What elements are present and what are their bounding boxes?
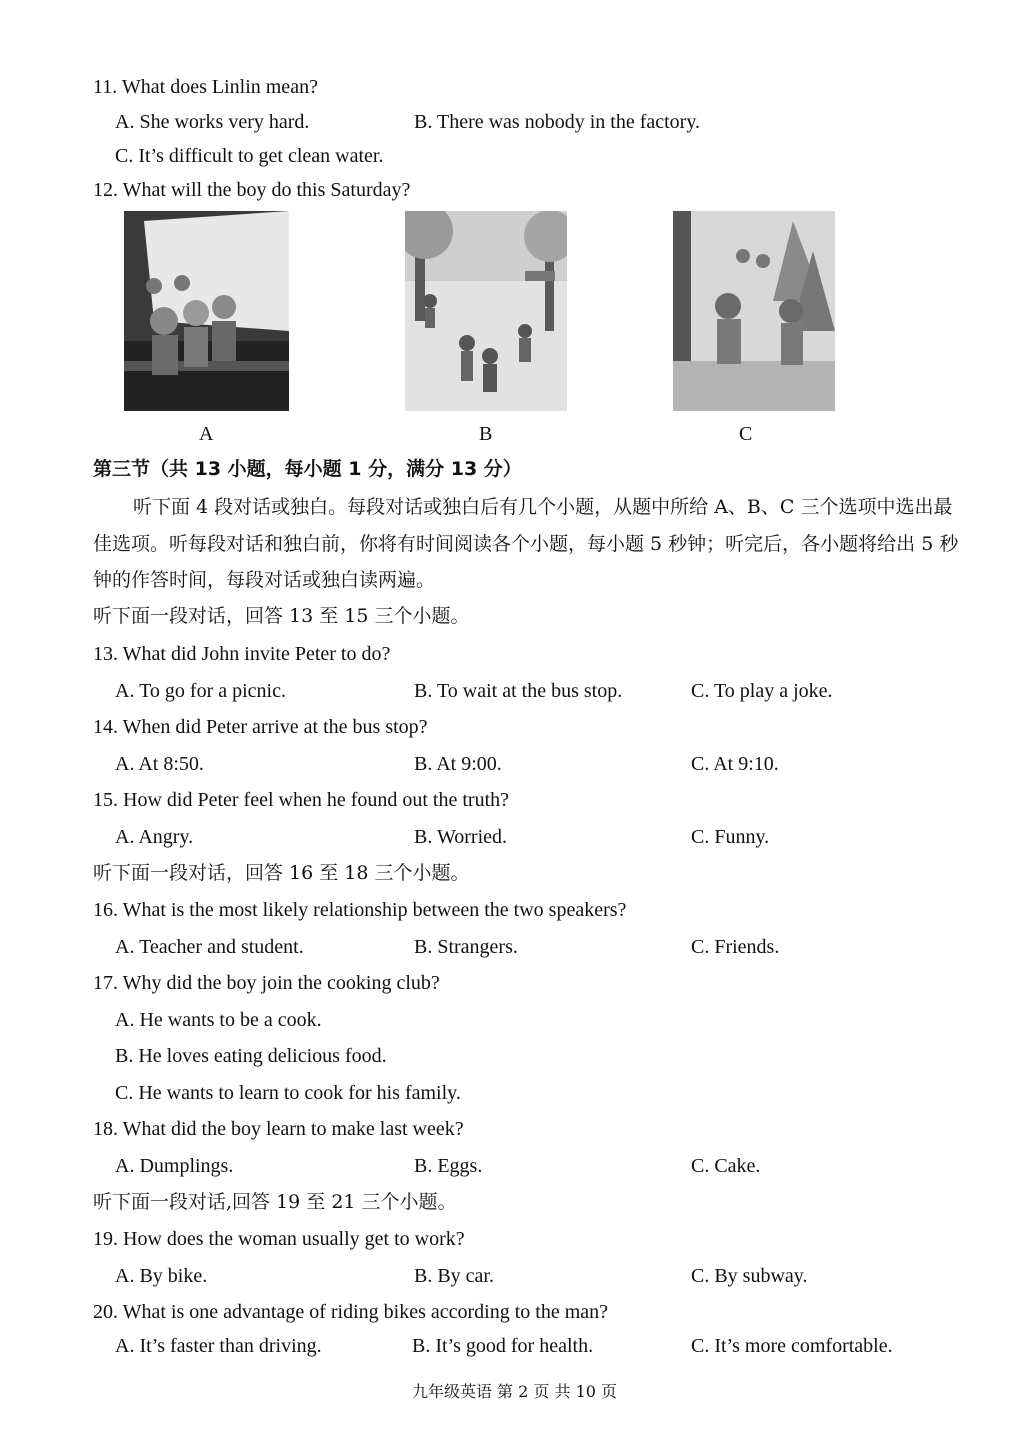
question-15-option-b: B. Worried. bbox=[414, 826, 508, 848]
question-20-option-c: C. It’s more comfortable. bbox=[691, 1335, 893, 1357]
question-15-option-c: C. Funny. bbox=[691, 826, 770, 848]
question-15-stem: 15. How did Peter feel when he found out the truth? bbox=[93, 789, 510, 811]
question-19-option-a: A. By bike. bbox=[115, 1265, 208, 1287]
question-16-option-b: B. Strangers. bbox=[414, 936, 518, 958]
dialogue-3-intro: 听下面一段对话,回答 19 至 21 三个小题。 bbox=[93, 1191, 457, 1213]
question-14-option-c: C. At 9:10. bbox=[691, 753, 779, 775]
question-14-stem: 14. When did Peter arrive at the bus stop? bbox=[93, 716, 428, 738]
dialogue-2-intro: 听下面一段对话，回答 16 至 18 三个小题。 bbox=[93, 862, 470, 884]
picture-c-label: C bbox=[739, 423, 753, 445]
question-19-option-c: C. By subway. bbox=[691, 1265, 808, 1287]
question-16-stem: 16. What is the most likely relationship between the two speakers? bbox=[93, 899, 627, 921]
question-14-option-a: A. At 8:50. bbox=[115, 753, 204, 775]
question-16-option-c: C. Friends. bbox=[691, 936, 780, 958]
question-17-option-a: A. He wants to be a cook. bbox=[115, 1009, 322, 1031]
question-13-option-a: A. To go for a picnic. bbox=[115, 680, 286, 702]
question-15-option-a: A. Angry. bbox=[115, 826, 194, 848]
question-17-option-b: B. He loves eating delicious food. bbox=[115, 1045, 387, 1067]
question-11-option-b: B. There was nobody in the factory. bbox=[414, 111, 701, 133]
question-13-option-c: C. To play a joke. bbox=[691, 680, 833, 702]
question-13-stem: 13. What did John invite Peter to do? bbox=[93, 643, 391, 665]
question-18-option-b: B. Eggs. bbox=[414, 1155, 483, 1177]
question-12-stem: 12. What will the boy do this Saturday? bbox=[93, 179, 411, 201]
question-18-option-a: A. Dumplings. bbox=[115, 1155, 234, 1177]
question-11-option-c: C. It’s difficult to get clean water. bbox=[115, 145, 384, 167]
question-11-stem: 11. What does Linlin mean? bbox=[93, 76, 318, 98]
question-11-option-a: A. She works very hard. bbox=[115, 111, 310, 133]
question-18-stem: 18. What did the boy learn to make last week? bbox=[93, 1118, 464, 1140]
question-17-option-c: C. He wants to learn to cook for his family. bbox=[115, 1082, 461, 1104]
picture-a-label: A bbox=[199, 423, 214, 445]
question-20-stem: 20. What is one advantage of riding bikes according to the man? bbox=[93, 1301, 609, 1323]
picture-b-park-cleanup bbox=[405, 211, 567, 411]
question-17-stem: 17. Why did the boy join the cooking club? bbox=[93, 972, 440, 994]
question-20-option-a: A. It’s faster than driving. bbox=[115, 1335, 322, 1357]
question-14-option-b: B. At 9:00. bbox=[414, 753, 502, 775]
section-instructions: 听下面 4 段对话或独白。每段对话或独白后有几个小题，从题中所给 A、B、C 三个选项中选出最佳选项。听每段对话和独白前，你将有时间阅读各个小题，每小题 5 秒钟；听完后，各小题将给出 5 秒钟的作答时间，每段对话或独白读两遍。 bbox=[93, 496, 959, 591]
question-13-option-b: B. To wait at the bus stop. bbox=[414, 680, 623, 702]
dialogue-1-intro: 听下面一段对话，回答 13 至 15 三个小题。 bbox=[93, 605, 470, 627]
picture-c-hiking bbox=[673, 211, 835, 411]
picture-b-label: B bbox=[479, 423, 493, 445]
question-16-option-a: A. Teacher and student. bbox=[115, 936, 304, 958]
section-heading: 第三节（共 13 小题，每小题 1 分，满分 13 分） bbox=[93, 458, 522, 480]
page-footer: 九年级英语 第 2 页 共 10 页 bbox=[411, 1382, 618, 1401]
question-19-stem: 19. How does the woman usually get to work? bbox=[93, 1228, 465, 1250]
picture-a-cinema bbox=[124, 211, 289, 411]
question-19-option-b: B. By car. bbox=[414, 1265, 494, 1287]
question-20-option-b: B. It’s good for health. bbox=[412, 1335, 594, 1357]
question-18-option-c: C. Cake. bbox=[691, 1155, 761, 1177]
